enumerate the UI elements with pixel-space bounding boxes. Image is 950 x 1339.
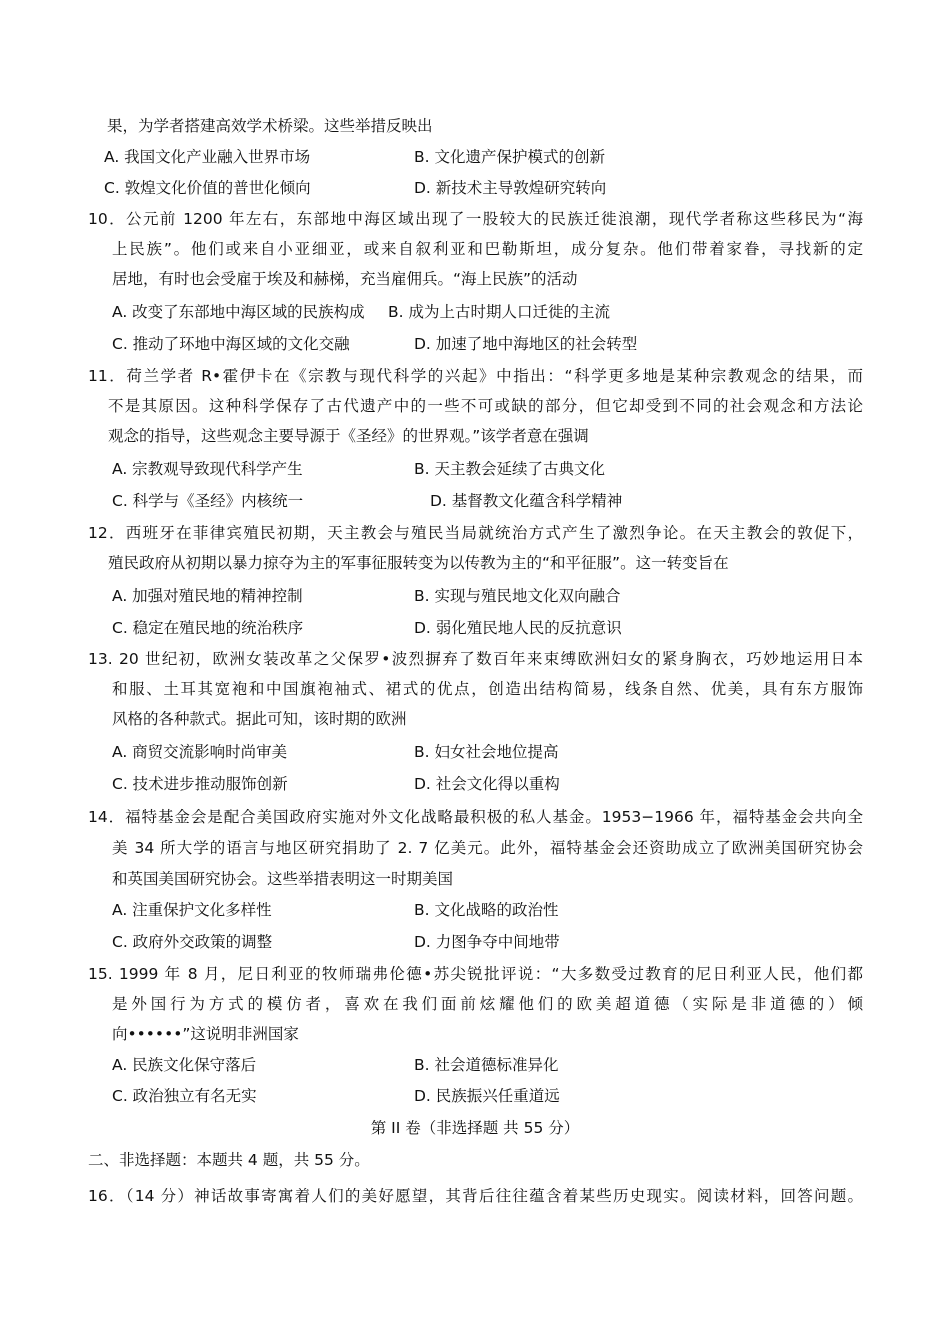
q14-option-c: C. 政府外交政策的调整 [112,933,273,951]
q9-option-b: B. 文化遗产保护模式的创新 [414,148,605,166]
q14-option-a: A. 注重保护文化多样性 [112,901,272,919]
q15-option-a: A. 民族文化保守落后 [112,1056,257,1074]
q15-stem-line-2: 是外国行为方式的模仿者，喜欢在我们面前炫耀他们的欧美超道德（实际是非道德的）倾 [112,995,863,1013]
q12-option-a: A. 加强对殖民地的精神控制 [112,587,303,605]
q10-stem-line-3: 居地，有时也会受雇于埃及和赫梯，充当雇佣兵。“海上民族”的活动 [112,270,578,288]
section-title: 第 II 卷（非选择题 共 55 分） [370,1119,580,1137]
q9-stem-tail: 果，为学者搭建高效学术桥梁。这些举措反映出 [107,117,433,135]
q13-stem-line-1: 13. 20 世纪初，欧洲女装改革之父保罗•波烈摒弃了数百年来束缚欧洲妇女的紧身胸衣，巧妙地运用日本 [88,650,863,668]
q11-option-b: B. 天主教会延续了古典文化 [414,460,605,478]
q13-stem-line-2: 和服、土耳其宽袍和中国旗袍袖式、裙式的优点，创造出结构简易，线条自然、优美，具有东方服饰 [112,680,863,698]
q10-option-d: D. 加速了地中海地区的社会转型 [414,335,638,353]
q11-stem-line-3: 观念的指导，这些观念主要导源于《圣经》的世界观。”该学者意在强调 [108,427,589,445]
q11-stem-line-2: 不是其原因。这种科学保存了古代遗产中的一些不可或缺的部分，但它却受到不同的社会观念和方法论 [108,397,863,415]
q11-option-a: A. 宗教观导致现代科学产生 [112,460,303,478]
q13-option-d: D. 社会文化得以重构 [414,775,560,793]
q10-option-c: C. 推动了环地中海区域的文化交融 [112,335,350,353]
q12-stem-line-1: 12．西班牙在菲律宾殖民初期，天主教会与殖民当局就统治方式产生了激烈争论。在天主教会的敦促下， [88,524,863,542]
q9-option-d: D. 新技术主导敦煌研究转向 [414,179,607,197]
q13-option-c: C. 技术进步推动服饰创新 [112,775,288,793]
q14-stem-line-3: 和英国美国研究协会。这些举措表明这一时期美国 [112,870,454,888]
q15-option-b: B. 社会道德标准异化 [414,1056,559,1074]
q11-option-c: C. 科学与《圣经》内核统一 [112,492,304,510]
q14-option-d: D. 力图争夺中间地带 [414,933,560,951]
q12-option-d: D. 弱化殖民地人民的反抗意识 [414,619,622,637]
q15-stem-line-1: 15. 1999 年 8 月，尼日利亚的牧师瑞弗伦德•苏尖锐批评说：“大多数受过教育的尼日利亚人民，他们都 [88,965,863,983]
q14-option-b: B. 文化战略的政治性 [414,901,559,919]
q13-stem-line-3: 风格的各种款式。据此可知，该时期的欧洲 [112,710,407,728]
q14-stem-line-2: 美 34 所大学的语言与地区研究捐助了 2. 7 亿美元。此外，福特基金会还资助成立了欧洲美国研究协会 [112,839,863,857]
q12-option-c: C. 稳定在殖民地的统治秩序 [112,619,304,637]
q12-stem-line-2: 殖民政府从初期以暴力掠夺为主的军事征服转变为以传教为主的“和平征服”。这一转变旨在 [108,554,729,572]
q9-option-a: A. 我国文化产业融入世界市场 [104,148,311,166]
q16-stem: 16．（14 分）神话故事寄寓着人们的美好愿望，其背后往往蕴含着某些历史现实。阅读材料，回答问题。 [88,1187,863,1205]
q12-option-b: B. 实现与殖民地文化双向融合 [414,587,621,605]
q11-option-d: D. 基督教文化蕴含科学精神 [430,492,623,510]
q10-option-b: B. 成为上古时期人口迁徙的主流 [388,303,610,321]
q11-stem-line-1: 11．荷兰学者 R•霍伊卡在《宗教与现代科学的兴起》中指出：“科学更多地是某种宗教观念的结果，而 [88,367,863,385]
q9-option-c: C. 敦煌文化价值的普世化倾向 [104,179,311,197]
q10-stem-line-2: 上民族”。他们或来自小亚细亚，或来自叙利亚和巴勒斯坦，成分复杂。他们带着家眷，寻找新的定 [112,240,863,258]
q10-option-a: A. 改变了东部地中海区域的民族构成 [112,303,365,321]
section-intro: 二、非选择题：本题共 4 题，共 55 分。 [88,1151,370,1169]
q14-stem-line-1: 14．福特基金会是配合美国政府实施对外文化战略最积极的私人基金。1953−1966 年，福特基金会共向全 [88,808,863,826]
q15-option-c: C. 政治独立有名无实 [112,1087,257,1105]
q15-stem-line-3: 向••••••”这说明非洲国家 [112,1025,299,1043]
q10-stem-line-1: 10．公元前 1200 年左右，东部地中海区域出现了一股较大的民族迁徙浪潮，现代学者称这些移民为“海 [88,210,863,228]
q13-option-b: B. 妇女社会地位提高 [414,743,559,761]
q13-option-a: A. 商贸交流影响时尚审美 [112,743,288,761]
q15-option-d: D. 民族振兴任重道远 [414,1087,560,1105]
